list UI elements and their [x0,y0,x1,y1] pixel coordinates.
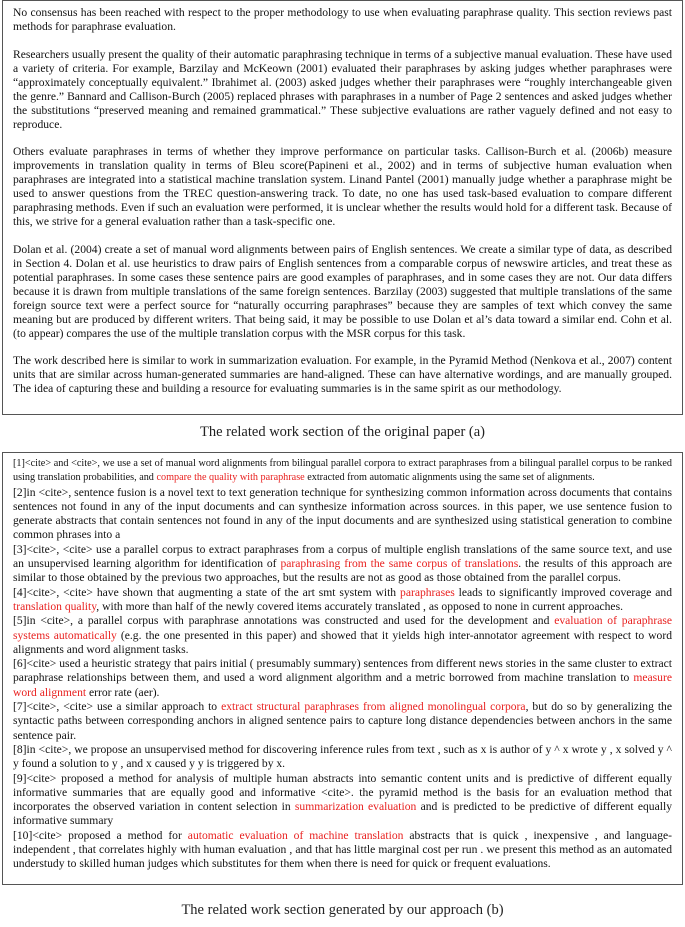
generated-entry [13,543,672,586]
entry-text: leads to significantly improved coverage and [454,585,672,599]
figure-caption-b: The related work section generated by our approach (b) [181,902,504,918]
original-paragraph-4: Dolan et al. (2004) create a set of manual word alignments between pairs of English sentences. We create a similar type of data, as described in Section 4. Dolan et al. use heuristics to draw pairs of English sentences from a comparable corpus of newswire articles, and treat these as potential paraphrases. In some cases these sentence pairs are good examples of paraphrases, and in some cases they are not. Our data differs because it is drawn from multiple translations of the same foreign sentences. Barzilay (2003) suggested that multiple translations of the same foreign source text were a perfect source for “naturally occurring paraphrases” because they are samples of text which convey the same meaning but are produced by different writers. That being said, it may be possible to use Dolan et al’s data toward a similar end. Cohn et al. (to appear) compares the use of the multiple translation corpus with the MSR corpus for this task. [13,242,672,340]
entry-text: [8]in <cite>, we propose an unsupervised method for discovering inference rules from text , such as x is author of y ^ x wrote y , x solved y ^ y found a solution to y , and x caused y y is triggered by x. [13,742,672,771]
generated-entry [13,657,672,700]
highlighted-phrase: measure word alignment [13,671,672,699]
entry-text: [2]in <cite>, sentence fusion is a novel text to text generation technique for synthesizing common information across documents that contains sentences not found in any of the input documents and can synthesize information across sources. in this paper, we use sentence fusion to generate abstracts that contain sentences not found in any of the input documents and are synthesized using statistical generation to combine common phrases into a [13,485,672,542]
entry-text: and is predicted to be predictive of different equally informative summary [13,800,672,828]
entry-text: [5]in <cite>, a parallel corpus with paraphrase annotations was constructed and used for the development and [13,614,555,628]
entry-text: [6]<cite> used a heuristic strategy that pairs initial ( presumably summary) sentences from different news stories in the same cluster to extract paraphrase relationships between them, and used a word alignment algorithm and a metric borrowed from machine translation to [13,657,672,685]
entry-text: error rate (aer). [86,685,160,699]
generated-entry [13,486,672,543]
highlighted-phrase: paraphrasing from the same corpus of translations [280,557,519,571]
entry-text: . the results of this approach are similar to those obtained by the previous two approaches, but the results are not as good as those obtained from the parallel corpus. [13,557,672,585]
generated-entry [13,457,672,486]
entry-text: [7]<cite>, <cite> use a similar approach to [13,700,222,714]
original-paragraph-5: The work described here is similar to work in summarization evaluation. For example, in the Pyramid Method (Nenkova et al., 2007) content units that are similar across human-generated summaries are hand-aligned. These can have alternative wordings, and are manually grouped. The idea of capturing these and building a resource for evaluating summaries is in the same spirit as our methodology. [13,354,672,395]
original-paragraph-3: Others evaluate paraphrases in terms of whether they improve performance on particular tasks. Callison-Burch et al. (2006b) measure improvements in translation quality in terms of Bleu score(Papineni et al., 2002) and in terms of subjective human evaluation when paraphrases are integrated into a statistical machine translation system. Linand Pantel (2001) manually judge whether a paraphrase might be used to answer questions from the TREC question-answering track. To date, no one has used task-based evaluation to compare different paraphrasing methods. Even if such an evaluation were performed, it is unclear whether the results would hold for a different task. Because of this, we strive for a general evaluation rather than a task-specific one. [13,145,672,228]
generated-entry [13,700,672,743]
generated-related-work-box [2,452,683,885]
entry-text: abstracts that is quick , inexpensive , and language-independent , that correlates highly with human evaluation , and that has little marginal cost per run . we present this method as an automated understudy to skilled human judges which substitutes for them when there is need for quick or frequent evaluations. [13,828,673,871]
generated-entry [13,743,672,772]
entry-text: [4]<cite>, <cite> have shown that augmenting a state of the art smt system with [13,585,401,599]
generated-entry [13,829,672,872]
entry-text: [3]<cite>, <cite> use a parallel corpus to extract paraphrases from a corpus of multiple english translations of the same source text, and use an unsupervised learning algorithm for identification of [13,542,672,571]
generated-entry [13,586,672,615]
original-related-work-box [2,0,683,415]
highlighted-phrase: evaluation of paraphrase systems automatically [13,614,672,642]
highlighted-phrase: paraphrases [400,585,455,599]
figure-caption-a: The related work section of the original paper (a) [199,424,486,440]
original-paragraph-2: Researchers usually present the quality of their automatic paraphrasing technique in terms of a subjective manual evaluation. These have used a variety of criteria. For example, Barzilay and McKeown (2001) evaluated their paraphrases by asking judges whether paraphrases were “approximately conceptually equivalent.” Ibrahimet al. (2003) asked judges whether their paraphrases were “roughly interchangeable given the genre.” Bannard and Callison-Burch (2005) replaced phrases with paraphrases in a number of Page 2 sentences and asked judges whether the substitutions “preserved meaning and remained grammatical.” These subjective evaluations are rather vaguely defined and not easy to reproduce. [13,47,672,131]
highlighted-phrase: compare the quality with paraphrase [156,472,305,484]
entry-text: , with more than half of the newly covered items accurately translated , as opposed to none in current approaches. [96,599,623,613]
highlighted-phrase: summarization evaluation [294,800,417,814]
entry-text: [10]<cite> proposed a method for [13,828,188,842]
entry-text: , but do so by generalizing the syntactic paths between corresponding anchors in aligned sentence pairs to capture long distance dependencies between anchors in the same sentence pair. [13,700,672,742]
highlighted-phrase: automatic evaluation of machine translation [187,828,404,842]
entry-text: extracted from automatic alignments using the same set of alignments. [304,472,595,484]
generated-entry [13,614,672,657]
highlighted-phrase: extract structural paraphrases from aligned monolingual corpora [221,700,526,714]
generated-entry [13,772,672,829]
original-paragraph-1: No consensus has been reached with respect to the proper methodology to use when evaluating paraphrase quality. This section reviews past methods for paraphrase evaluation. [13,6,672,33]
entry-text: (e.g. the one presented in this paper) and showed that it yields high inter-annotator agreement with respect to word alignments and word alignment tasks. [13,628,672,656]
entry-text: [1]<cite> and <cite>, we use a set of manual word alignments from bilingual parallel corpora to extract paraphrases from a bilingual parallel corpus to be ranked using translation probabilities, and [13,458,672,484]
entry-text: [9]<cite> proposed a method for analysis of multiple human abstracts into semantic content units and is predictive of different equally informative summaries that are equally good and informative <cite>. the pyramid method is the basis for an evaluation method that incorporates the observed variation in content selection in [13,771,672,814]
highlighted-phrase: translation quality [13,599,97,613]
